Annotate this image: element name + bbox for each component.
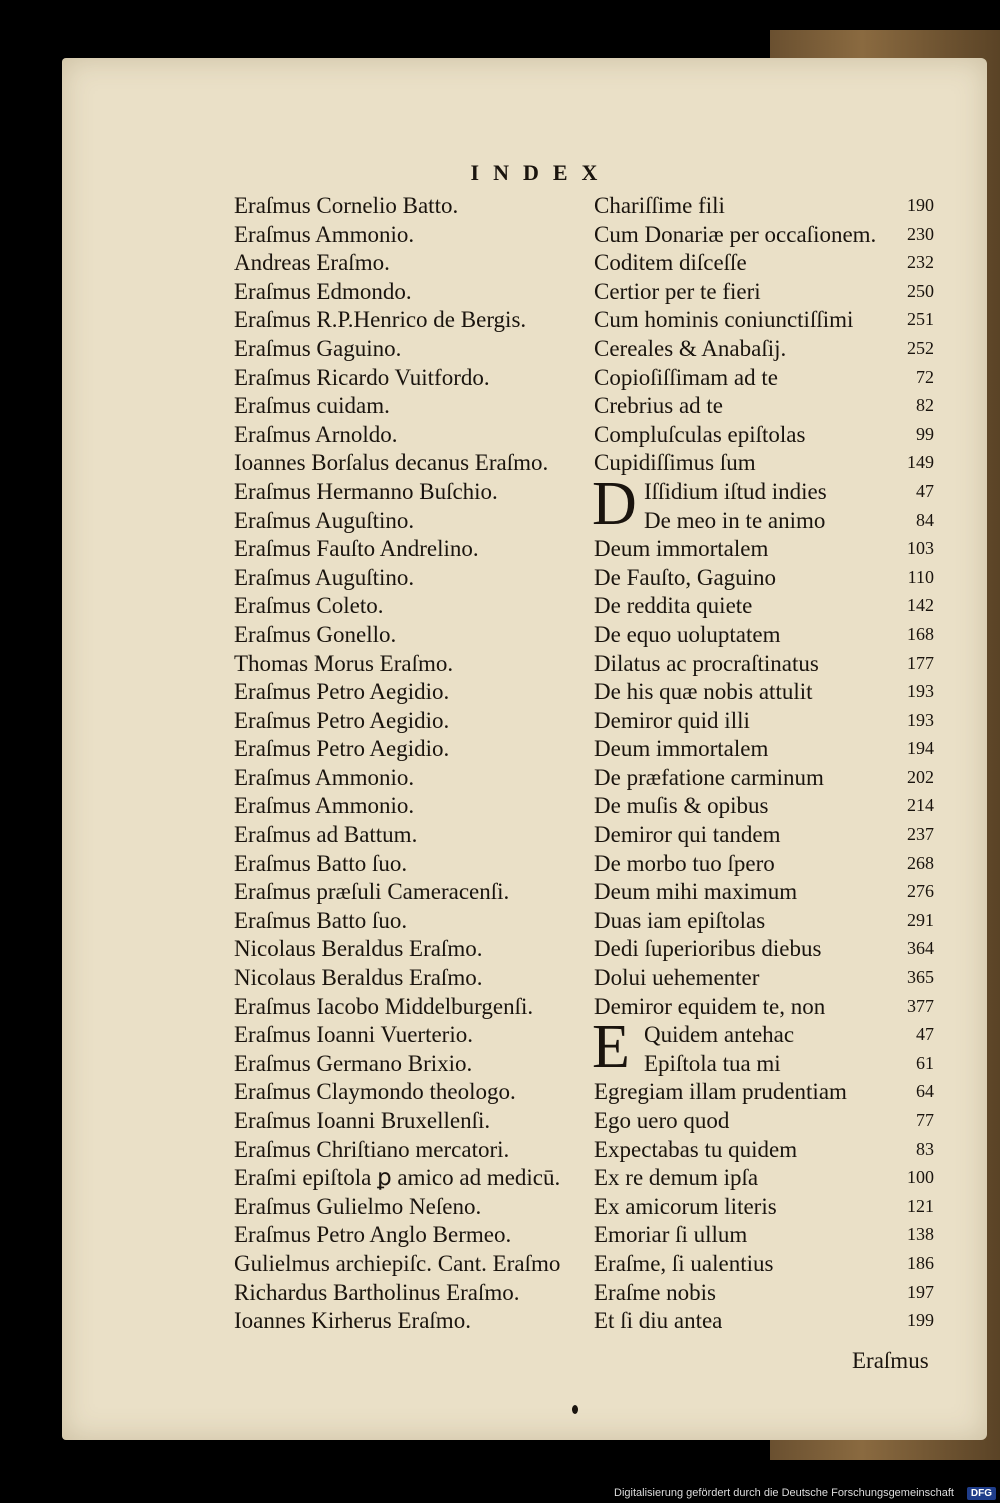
letter-incipit: De equo uoluptatem (594, 621, 781, 647)
index-row (234, 1308, 944, 1337)
drop-initial: E (592, 1013, 630, 1082)
page-number: 237 (907, 824, 934, 845)
index-row (234, 250, 944, 279)
page-number: 83 (916, 1138, 934, 1159)
page-number: 252 (907, 337, 934, 358)
page-number: 47 (916, 1024, 934, 1045)
index-row (234, 222, 944, 251)
letter-title: Eraſmus Gulielmo Neſeno. (234, 1193, 482, 1219)
index-row (234, 1051, 944, 1080)
letter-incipit: De meo in te animo (644, 507, 826, 533)
letter-title: Ioannes Kirherus Eraſmo. (234, 1308, 471, 1334)
page-number: 193 (907, 709, 934, 730)
page-number: 276 (907, 881, 934, 902)
letter-incipit: Deum mihi maximum (594, 879, 798, 905)
letter-title: Eraſmus Iacobo Middelburgenſi. (234, 993, 534, 1019)
index-row (234, 1079, 944, 1108)
index-row (234, 1251, 944, 1280)
index-row (234, 736, 944, 765)
index-row (234, 936, 944, 965)
letter-title: Nicolaus Beraldus Eraſmo. (234, 965, 483, 991)
letter-title: Eraſmus Coleto. (234, 593, 384, 619)
letter-incipit: Duas iam epiſtolas (594, 907, 766, 933)
letter-title: Eraſmus Gonello. (234, 621, 397, 647)
letter-title: Eraſmus Ammonio. (234, 221, 415, 247)
letter-incipit: Demiror quid illi (594, 707, 750, 733)
page-number: 110 (907, 566, 934, 587)
letter-title: Eraſmus Arnoldo. (234, 421, 398, 447)
letter-incipit: De morbo tuo ſpero (594, 850, 775, 876)
index-row (234, 279, 944, 308)
letter-incipit: Dolui uehementer (594, 965, 760, 991)
letter-title: Eraſmus Batto ſuo. (234, 850, 408, 876)
letter-incipit: Ego uero quod (594, 1108, 730, 1133)
index-row (234, 765, 944, 794)
letter-incipit: Egregiam illam prudentiam (594, 1079, 847, 1105)
page-number: 168 (907, 623, 934, 644)
page-number: 214 (907, 795, 934, 816)
letter-incipit: Iſſidium iſtud indies (644, 478, 827, 504)
letter-title: Eraſmus Petro Anglo Bermeo. (234, 1222, 512, 1248)
letter-title: Eraſmus præſuli Cameracenſi. (234, 879, 510, 905)
letter-incipit: Epiſtola tua mi (644, 1050, 781, 1076)
letter-incipit: Compluſculas epiſtolas (594, 421, 806, 447)
page-number: 377 (907, 995, 934, 1016)
page-number: 142 (907, 595, 934, 616)
index-row (234, 851, 944, 880)
letter-title: Eraſmus Petro Aegidio. (234, 736, 450, 762)
letter-incipit: De Fauſto, Gaguino (594, 564, 777, 590)
letter-title: Ioannes Borſalus decanus Eraſmo. (234, 450, 549, 476)
index-row (234, 822, 944, 851)
index-row (234, 793, 944, 822)
letter-title: Eraſmus Petro Aegidio. (234, 707, 450, 733)
letter-incipit: Chariſſime fili (594, 193, 725, 218)
letter-title: Eraſmus Auguſtino. (234, 507, 415, 533)
letter-title: Eraſmus Ricardo Vuitfordo. (234, 364, 490, 390)
page-number: 194 (907, 738, 934, 759)
letter-incipit: Coditem diſceſſe (594, 250, 747, 276)
index-row (234, 994, 944, 1023)
letter-title: Gulielmus archiepiſc. Cant. Eraſmo (234, 1250, 561, 1276)
index-row (234, 879, 944, 908)
letter-title: Eraſmus Ammonio. (234, 764, 415, 790)
index-row (234, 708, 944, 737)
ink-mark (572, 1405, 578, 1414)
letter-incipit: Certior per te fieri (594, 278, 761, 304)
index-row (234, 622, 944, 651)
letter-incipit: Quidem antehac (644, 1022, 795, 1048)
letter-title: Eraſmus cuidam. (234, 393, 390, 419)
index-row (234, 1165, 944, 1194)
letter-title: Eraſmus Petro Aegidio. (234, 679, 450, 705)
index-table (234, 193, 944, 1337)
letter-incipit: Cupidiſſimus ſum (594, 450, 756, 476)
page-number: 202 (907, 766, 934, 787)
page-number: 64 (916, 1081, 934, 1102)
letter-title: Eraſmus R.P.Henrico de Bergis. (234, 307, 527, 333)
page-number: 190 (907, 195, 934, 215)
index-row (234, 1137, 944, 1166)
index-row (234, 393, 944, 422)
letter-title: Andreas Eraſmo. (234, 250, 390, 276)
index-row (234, 565, 944, 594)
letter-title: Eraſmus Cornelio Batto. (234, 193, 459, 218)
page-number: 193 (907, 681, 934, 702)
letter-incipit: De reddita quiete (594, 593, 753, 619)
letter-title: Eraſmus Auguſtino. (234, 564, 415, 590)
letter-incipit: Cereales & Anabaſij. (594, 335, 787, 361)
letter-title: Eraſmus Ammonio. (234, 793, 415, 819)
page-number: 72 (916, 366, 934, 387)
letter-title: Eraſmus Ioanni Vuerterio. (234, 1022, 473, 1048)
letter-incipit: Cum Donariæ per occaſionem. (594, 221, 877, 247)
letter-title: Eraſmus Hermanno Buſchio. (234, 478, 498, 504)
letter-title: Eraſmus Claymondo theologo. (234, 1079, 516, 1105)
letter-title: Eraſmus Ioanni Bruxellenſi. (234, 1108, 491, 1133)
letter-title: Eraſmi epiſtola ꝑ amico ad medicū. (234, 1165, 561, 1191)
index-row (234, 536, 944, 565)
page-number: 99 (916, 423, 934, 444)
letter-title: Eraſmus Edmondo. (234, 278, 412, 304)
letter-incipit: Dilatus ac procraſtinatus (594, 650, 819, 676)
page-number: 186 (907, 1252, 934, 1273)
page-number: 149 (907, 452, 934, 473)
letter-title: Thomas Morus Eraſmo. (234, 650, 454, 676)
letter-incipit: Ex re demum ipſa (594, 1165, 759, 1191)
letter-incipit: Ex amicorum literis (594, 1193, 777, 1219)
page-number: 177 (907, 652, 934, 673)
letter-incipit: De muſis & opibus (594, 793, 769, 819)
page-number: 77 (916, 1110, 934, 1130)
letter-title: Eraſmus Batto ſuo. (234, 907, 408, 933)
letter-incipit: Dedi ſuperioribus diebus (594, 936, 822, 962)
letter-title: Eraſmus Germano Brixio. (234, 1050, 473, 1076)
letter-incipit: Eraſme nobis (594, 1279, 716, 1305)
letter-title: Eraſmus Gaguino. (234, 335, 402, 361)
index-row (234, 679, 944, 708)
page-number: 251 (907, 309, 934, 330)
page-number: 197 (907, 1281, 934, 1302)
letter-incipit: Emoriar ſi ullum (594, 1222, 748, 1248)
letter-incipit: Demiror qui tandem (594, 822, 781, 848)
letter-incipit: Demiror equidem te, non (594, 993, 826, 1019)
page-number: 250 (907, 280, 934, 301)
index-row (234, 193, 944, 222)
letter-title: Eraſmus ad Battum. (234, 822, 418, 848)
index-row (234, 307, 944, 336)
page-number: 121 (907, 1195, 934, 1216)
index-row (234, 365, 944, 394)
letter-title: Eraſmus Chriſtiano mercatori. (234, 1136, 510, 1162)
page-number: 364 (907, 938, 934, 959)
page-number: 268 (907, 852, 934, 873)
letter-title: Nicolaus Beraldus Eraſmo. (234, 936, 483, 962)
letter-title: Richardus Bartholinus Eraſmo. (234, 1279, 520, 1305)
page-number: 61 (916, 1052, 934, 1073)
page-number: 138 (907, 1224, 934, 1245)
page-heading: INDEX (470, 160, 612, 185)
letter-title: Eraſmus Fauſto Andrelino. (234, 536, 479, 562)
index-row (234, 450, 944, 479)
page-number: 199 (907, 1310, 934, 1331)
page-number: 84 (916, 509, 934, 530)
page-number: 103 (907, 538, 934, 559)
letter-incipit: De his quæ nobis attulit (594, 679, 813, 705)
page-number: 291 (907, 909, 934, 930)
funding-footer: Digitalisierung gefördert durch die Deutsche Forschungsgemeinschaft (614, 1487, 954, 1499)
index-row (234, 1194, 944, 1223)
index-row (234, 651, 944, 680)
letter-incipit: Copioſiſſimam ad te (594, 364, 778, 390)
index-row (234, 908, 944, 937)
page-number: 365 (907, 967, 934, 988)
index-row (234, 593, 944, 622)
catchword: Eraſmus (852, 1348, 929, 1373)
letter-incipit: Crebrius ad te (594, 393, 724, 419)
page-number: 82 (916, 395, 934, 416)
page-number: 100 (907, 1167, 934, 1188)
letter-incipit: Deum immortalem (594, 736, 769, 762)
index-row (234, 336, 944, 365)
drop-initial: D (592, 469, 637, 538)
letter-incipit: Eraſme, ſi ualentius (594, 1250, 774, 1276)
dfg-logo: DFG (967, 1487, 996, 1500)
page-number: 232 (907, 252, 934, 273)
index-row (234, 1108, 944, 1137)
index-row (234, 508, 944, 537)
index-row (234, 422, 944, 451)
letter-incipit: De præfatione carminum (594, 764, 824, 790)
letter-incipit: Expectabas tu quidem (594, 1136, 798, 1162)
letter-incipit: Cum hominis coniunctiſſimi (594, 307, 854, 333)
letter-incipit: Et ſi diu antea (594, 1308, 723, 1334)
page-number: 230 (907, 223, 934, 244)
page-number: 47 (916, 480, 934, 501)
index-row (234, 1222, 944, 1251)
index-row (234, 965, 944, 994)
index-row (234, 1280, 944, 1309)
letter-incipit: Deum immortalem (594, 536, 769, 562)
